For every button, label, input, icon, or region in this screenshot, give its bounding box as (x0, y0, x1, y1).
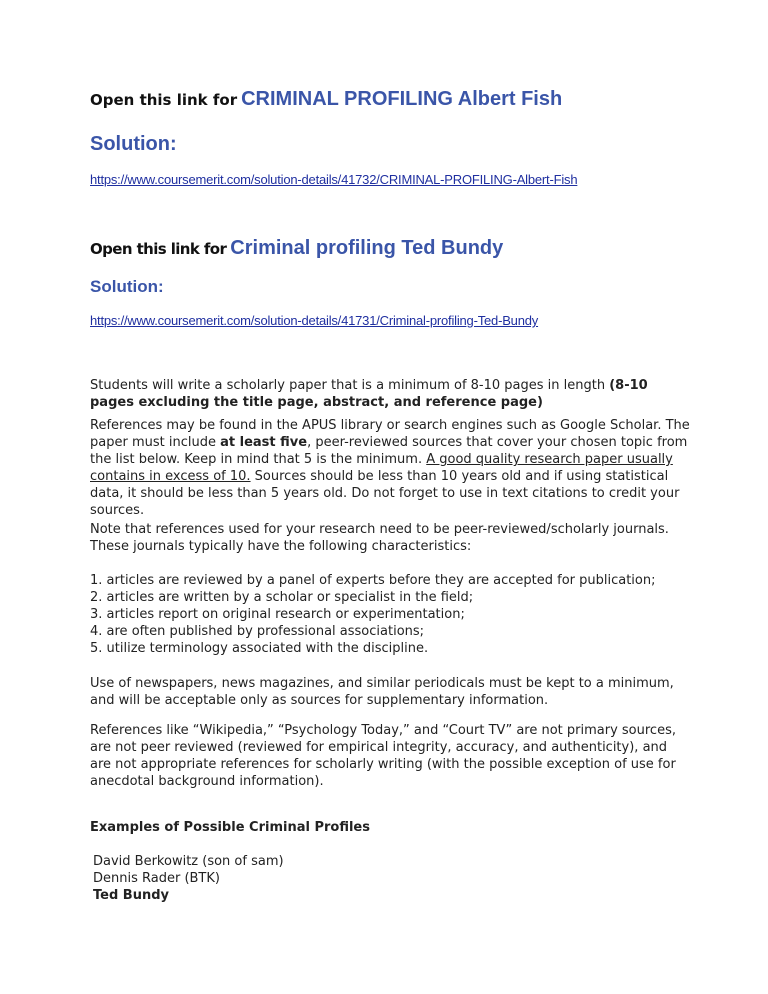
references-underlined-note: A good quality research paper usually contains in excess of 10. (90, 452, 673, 484)
solution-label: Solution: (90, 133, 177, 155)
periodicals-paragraph: Use of newspapers, news magazines, and similar periodicals must be kept to a minimum, and will be acceptable only as sources for supplementary information. (90, 676, 674, 708)
link-heading-ted-bundy (90, 237, 503, 260)
list-item: David Berkowitz (son of sam) (93, 854, 284, 869)
list-item: Ted Bundy (93, 888, 169, 903)
link-lead-text: Open this link for (90, 91, 238, 109)
assignment-length-paragraph (90, 377, 690, 411)
assignment-length-bold: (8-10 pages excluding the title page, abstract, and reference page) (90, 378, 648, 410)
link-topic-title: Criminal profiling Ted Bundy (230, 237, 504, 259)
references-bold-min: at least five (220, 435, 308, 450)
profiles-list (93, 853, 284, 904)
profiles-heading: Examples of Possible Criminal Profiles (90, 820, 370, 835)
link-lead-text: Open this link for (90, 240, 227, 258)
list-item: 5. utilize terminology associated with the discipline. (90, 641, 429, 656)
references-text-a: References may be found in the APUS library or search engines such as Google Scholar. The paper must include (90, 418, 690, 450)
list-item: 1. articles are reviewed by a panel of experts before they are accepted for publication; (90, 573, 656, 588)
solution-link-albert-fish[interactable]: https://www.coursemerit.com/solution-details/41732/CRIMINAL-PROFILING-Albert-Fish (90, 172, 578, 187)
references-paragraph (90, 417, 690, 519)
list-item: Dennis Rader (BTK) (93, 871, 220, 886)
assignment-length-text: Students will write a scholarly paper that is a minimum of 8-10 pages in length (90, 378, 610, 393)
solution-label: Solution: (90, 277, 164, 296)
peer-review-note-paragraph: Note that references used for your research need to be peer-reviewed/scholarly journals. These journals typically have the following characteristics: (90, 522, 669, 554)
link-heading-albert-fish (90, 88, 562, 111)
journal-characteristics-list (90, 572, 656, 657)
references-text-b: , peer-reviewed sources that cover your chosen topic from the list below. Keep in mind that 5 is the minimum. (90, 435, 688, 467)
list-item: 2. articles are written by a scholar or specialist in the field; (90, 590, 474, 605)
references-text-c: Sources should be less than 10 years old and if using statistical data, it should be less than 5 years old. Do not forget to use in text citations to credit your sources. (90, 469, 680, 518)
link-topic-title: CRIMINAL PROFILING Albert Fish (241, 88, 563, 110)
list-item: 4. are often published by professional associations; (90, 624, 425, 639)
list-item: 3. articles report on original research or experimentation; (90, 607, 465, 622)
solution-link-ted-bundy[interactable]: https://www.coursemerit.com/solution-details/41731/Criminal-profiling-Ted-Bundy (90, 313, 539, 328)
non-primary-sources-paragraph: References like “Wikipedia,” “Psychology Today,” and “Court TV” are not primary sources, are not peer reviewed (reviewed for empirical integrity, accuracy, and authenticity), and are not appropriate references for scholarly writing (with the possible exception of use for anecdotal background information). (90, 723, 676, 789)
